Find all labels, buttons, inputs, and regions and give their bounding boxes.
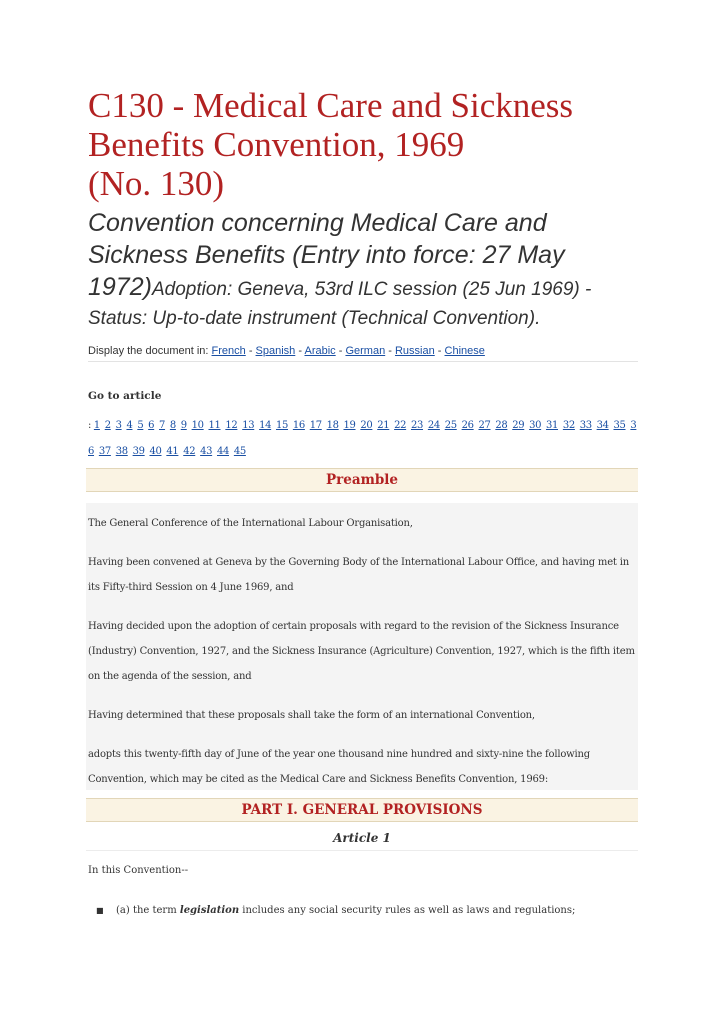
language-link-arabic[interactable]: Arabic: [304, 345, 336, 357]
preamble-paragraph: The General Conference of the International Labour Organisation,: [88, 518, 413, 529]
definition-list-item: [96, 905, 636, 916]
article-link-27[interactable]: 27: [478, 420, 491, 431]
article-link-2[interactable]: 2: [104, 420, 111, 431]
article-link-35[interactable]: 35: [613, 420, 626, 431]
article-link-14[interactable]: 14: [259, 420, 272, 431]
square-bullet-icon: ■: [96, 906, 104, 915]
article-link-20[interactable]: 20: [360, 420, 373, 431]
article-link-30[interactable]: 30: [529, 420, 542, 431]
preamble-paragraph: Having determined that these proposals shall take the form of an international Convention,: [88, 710, 535, 721]
article-link-8[interactable]: 8: [169, 420, 176, 431]
article-link-42[interactable]: 42: [183, 446, 196, 457]
separator: -: [434, 345, 445, 357]
article-link-6[interactable]: 6: [148, 420, 155, 431]
article-intro: In this Convention--: [88, 865, 189, 876]
article-link-9[interactable]: 9: [180, 420, 187, 431]
article-link-list: [88, 413, 640, 465]
article-link-43[interactable]: 43: [200, 446, 213, 457]
title-line: (No. 130): [88, 164, 225, 203]
article-1-heading: Article 1: [86, 831, 638, 851]
language-link-spanish[interactable]: Spanish: [255, 345, 296, 357]
preamble-heading: Preamble: [86, 468, 638, 492]
page-title: [88, 86, 648, 203]
article-link-39[interactable]: 39: [132, 446, 145, 457]
article-link-11[interactable]: 11: [208, 420, 221, 431]
article-link-18[interactable]: 18: [326, 420, 339, 431]
article-link-21[interactable]: 21: [377, 420, 390, 431]
convention-subtitle: [88, 209, 648, 334]
article-link-4[interactable]: 4: [126, 420, 133, 431]
preamble-paragraph: Having been convened at Geneva by the Governing Body of the International Labour Office, and having met in its Fifty-third Session on 4 June 1969, and: [88, 557, 629, 593]
title-line: C130 - Medical Care and Sickness: [88, 86, 574, 125]
article-link-17[interactable]: 17: [309, 420, 322, 431]
article-link-7[interactable]: 7: [159, 420, 166, 431]
article-link-28[interactable]: 28: [495, 420, 508, 431]
article-link-36[interactable]: 36: [88, 420, 637, 457]
article-link-3[interactable]: 3: [115, 420, 122, 431]
article-link-40[interactable]: 40: [149, 446, 162, 457]
article-link-29[interactable]: 29: [512, 420, 525, 431]
article-link-19[interactable]: 19: [343, 420, 356, 431]
subtitle-main: Convention concerning Medical Care and Sickness Benefits (Entry into force: 27 May 1972): [88, 209, 565, 301]
article-link-37[interactable]: 37: [98, 446, 111, 457]
defined-term: legislation: [179, 905, 240, 916]
subtitle-status: Adoption: Geneva, 53rd ILC session (25 Jun 1969) - Status: Up-to-date instrument (Technical Convention).: [88, 279, 592, 329]
part-1-heading: PART I. GENERAL PROVISIONS: [86, 798, 638, 822]
title-line: Benefits Convention, 1969: [88, 125, 465, 164]
separator: -: [295, 345, 305, 357]
article-link-41[interactable]: 41: [166, 446, 179, 457]
language-link-russian[interactable]: Russian: [394, 345, 435, 357]
article-link-22[interactable]: 22: [394, 420, 407, 431]
article-link-10[interactable]: 10: [191, 420, 204, 431]
article-link-38[interactable]: 38: [115, 446, 128, 457]
article-link-23[interactable]: 23: [410, 420, 424, 431]
separator: -: [385, 345, 395, 357]
goto-article-label: Go to article: [88, 390, 162, 402]
item-definition: includes any social security rules as well as laws and regulations;: [239, 905, 576, 916]
article-link-45[interactable]: 45: [233, 446, 246, 457]
language-link-german[interactable]: German: [345, 345, 386, 357]
language-link-chinese[interactable]: Chinese: [444, 345, 485, 357]
article-link-33[interactable]: 33: [579, 420, 592, 431]
article-link-31[interactable]: 31: [545, 420, 559, 431]
article-link-34[interactable]: 34: [596, 420, 609, 431]
separator: -: [245, 345, 256, 357]
article-link-12[interactable]: 12: [225, 420, 238, 431]
article-link-15[interactable]: 15: [275, 420, 289, 431]
article-link-25[interactable]: 25: [444, 420, 457, 431]
article-link-1[interactable]: 1: [93, 420, 100, 431]
article-link-32[interactable]: 32: [562, 420, 575, 431]
article-list-colon: :: [88, 420, 92, 431]
article-link-44[interactable]: 44: [216, 446, 230, 457]
article-link-5[interactable]: 5: [137, 420, 144, 431]
preamble-paragraph: adopts this twenty-fifth day of June of the year one thousand nine hundred and sixty-nine the following Convention, which may be cited as the Medical Care and Sickness Benefits Convention, 1969:: [88, 749, 590, 785]
language-link-french[interactable]: French: [211, 345, 246, 357]
article-link-16[interactable]: 16: [292, 420, 305, 431]
item-prefix: (a) the term: [116, 905, 180, 916]
separator: -: [335, 345, 346, 357]
display-label: Display the document in:: [88, 345, 209, 357]
preamble-paragraph: Having decided upon the adoption of certain proposals with regard to the revision of the Sickness Insurance (Industry) Convention, 1927, and the Sickness Insurance (Agriculture) Convention, 1927, which is the fifth item on the agenda of the session, and: [88, 621, 635, 682]
article-link-26[interactable]: 26: [461, 420, 474, 431]
article-link-13[interactable]: 13: [242, 420, 255, 431]
language-selector: [88, 345, 638, 362]
article-link-24[interactable]: 24: [427, 420, 440, 431]
